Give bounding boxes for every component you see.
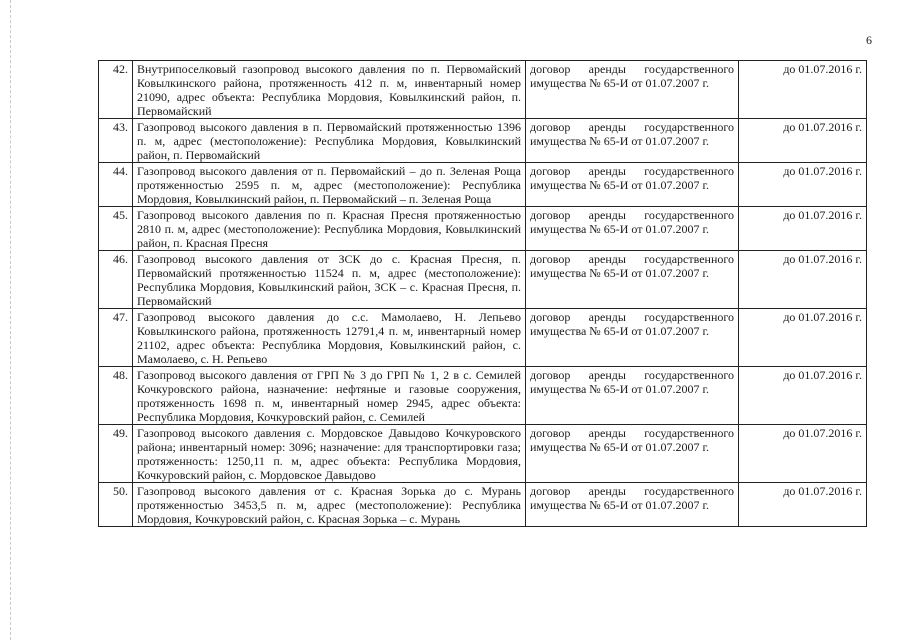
legal-basis-cell: договор аренды государственного имущества № 65-И от 01.07.2007 г. bbox=[526, 367, 739, 425]
object-description-cell: Газопровод высокого давления с. Мордовское Давыдово Кочкуровского района; инвентарный номер: 3096; назначение: для транспортировки газа; протяженность: 1250,11 п. м, адрес объекта: Республика Мордовия, Кочкуровский район, с. Мордовское Давыдово bbox=[133, 425, 526, 483]
term-cell: до 01.07.2016 г. bbox=[739, 367, 867, 425]
table-row bbox=[99, 367, 867, 425]
row-number-cell: 43. bbox=[99, 119, 133, 163]
table-row bbox=[99, 251, 867, 309]
registry-table-body bbox=[99, 61, 867, 527]
registry-table bbox=[98, 60, 867, 527]
legal-basis-cell: договор аренды государственного имущества № 65-И от 01.07.2007 г. bbox=[526, 251, 739, 309]
row-number-cell: 46. bbox=[99, 251, 133, 309]
legal-basis-cell: договор аренды государственного имущества № 65-И от 01.07.2007 г. bbox=[526, 483, 739, 527]
legal-basis-cell: договор аренды государственного имущества № 65-И от 01.07.2007 г. bbox=[526, 207, 739, 251]
legal-basis-cell: договор аренды государственного имущества № 65-И от 01.07.2007 г. bbox=[526, 61, 739, 119]
row-number-cell: 47. bbox=[99, 309, 133, 367]
object-description-cell: Внутрипоселковый газопровод высокого давления по п. Первомайский Ковылкинского района, протяженность 412 п. м, инвентарный номер 21090, адрес объекта: Республика Мордовия, Ковылкинский район, п. Первомайский bbox=[133, 61, 526, 119]
term-cell: до 01.07.2016 г. bbox=[739, 119, 867, 163]
term-cell: до 01.07.2016 г. bbox=[739, 207, 867, 251]
table-row bbox=[99, 119, 867, 163]
object-description-cell: Газопровод высокого давления в п. Первомайский протяженностью 1396 п. м, адрес (местоположение): Республика Мордовия, Ковылкинский район, п. Первомайский bbox=[133, 119, 526, 163]
row-number-cell: 48. bbox=[99, 367, 133, 425]
term-cell: до 01.07.2016 г. bbox=[739, 251, 867, 309]
row-number-cell: 44. bbox=[99, 163, 133, 207]
object-description-cell: Газопровод высокого давления от ЗСК до с. Красная Пресня, п. Первомайский протяженностью 11524 п. м, адрес (местоположение): Республика Мордовия, Ковылкинский район, ЗСК – с. Красная Пресня, п. Первомайский bbox=[133, 251, 526, 309]
page-number: 6 bbox=[866, 33, 872, 47]
object-description-cell: Газопровод высокого давления от с. Красная Зорька до с. Мурань протяженностью 3453,5 п. м, адрес (местоположение): Республика Мордовия, Кочкуровский район, с. Красная Зорька – с. Мурань bbox=[133, 483, 526, 527]
legal-basis-cell: договор аренды государственного имущества № 65-И от 01.07.2007 г. bbox=[526, 425, 739, 483]
term-cell: до 01.07.2016 г. bbox=[739, 483, 867, 527]
object-description-cell: Газопровод высокого давления по п. Красная Пресня протяженностью 2810 п. м, адрес (местоположение): Республика Мордовия, Ковылкинский район, п. Красная Пресня bbox=[133, 207, 526, 251]
legal-basis-cell: договор аренды государственного имущества № 65-И от 01.07.2007 г. bbox=[526, 163, 739, 207]
table-row bbox=[99, 207, 867, 251]
row-number-cell: 50. bbox=[99, 483, 133, 527]
legal-basis-cell: договор аренды государственного имущества № 65-И от 01.07.2007 г. bbox=[526, 119, 739, 163]
table-row bbox=[99, 425, 867, 483]
table-row bbox=[99, 163, 867, 207]
row-number-cell: 49. bbox=[99, 425, 133, 483]
row-number-cell: 45. bbox=[99, 207, 133, 251]
table-row bbox=[99, 483, 867, 527]
object-description-cell: Газопровод высокого давления до с.с. Мамолаево, Н. Лепьево Ковылкинского района, протяженность 12791,4 п. м, инвентарный номер 21102, адрес объекта: Республика Мордовия, Ковылкинский район, с. Мамолаево, с. Н. Репьево bbox=[133, 309, 526, 367]
table-row bbox=[99, 309, 867, 367]
term-cell: до 01.07.2016 г. bbox=[739, 425, 867, 483]
object-description-cell: Газопровод высокого давления от п. Первомайский – до п. Зеленая Роща протяженностью 2595 п. м, адрес (местоположение): Республика Мордовия, Ковылкинский район, п. Первомайский – п. Зеленая Роща bbox=[133, 163, 526, 207]
term-cell: до 01.07.2016 г. bbox=[739, 309, 867, 367]
row-number-cell: 42. bbox=[99, 61, 133, 119]
term-cell: до 01.07.2016 г. bbox=[739, 163, 867, 207]
legal-basis-cell: договор аренды государственного имущества № 65-И от 01.07.2007 г. bbox=[526, 309, 739, 367]
term-cell: до 01.07.2016 г. bbox=[739, 61, 867, 119]
left-margin-line bbox=[10, 0, 11, 640]
object-description-cell: Газопровод высокого давления от ГРП № 3 до ГРП № 1, 2 в с. Семилей Кочкуровского района, назначение: нефтяные и газовые сооружения, протяженность 1698 п. м, инвентарный номер 2945, адрес объекта: Республика Мордовия, Кочкуровский район, с. Семилей bbox=[133, 367, 526, 425]
table-row bbox=[99, 61, 867, 119]
